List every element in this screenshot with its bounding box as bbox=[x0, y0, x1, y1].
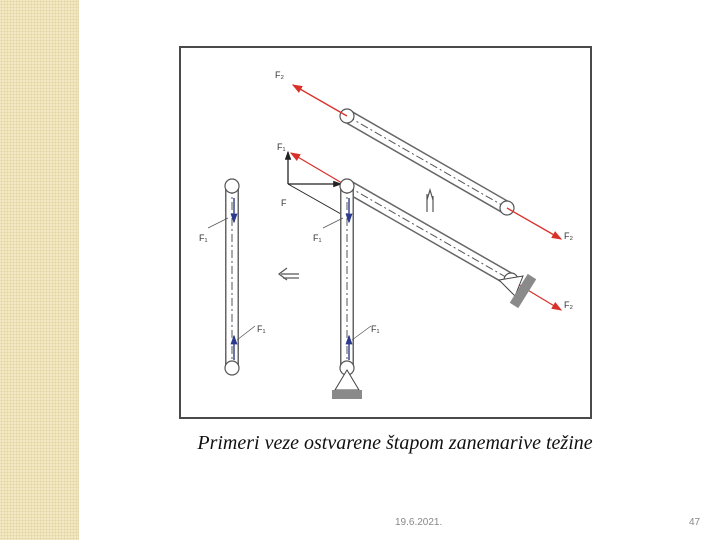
label-f-res: F bbox=[281, 198, 287, 208]
leader-f1-low-mid bbox=[352, 326, 371, 340]
label-fz-right: F₂ bbox=[564, 300, 573, 310]
figure-caption: Primeri veze ostvarene štapom zanemarive težine bbox=[197, 432, 593, 454]
force-f1-red-line bbox=[291, 153, 347, 186]
footer-page-number: 47 bbox=[689, 517, 701, 528]
label-f1-low-left: F₁ bbox=[257, 324, 266, 334]
force-diagonal-ref bbox=[288, 184, 341, 214]
force-f2-line bbox=[293, 85, 347, 116]
label-f2-top: F₂ bbox=[275, 70, 284, 80]
label-f1-top: F₁ bbox=[277, 142, 286, 152]
leader-f1-low-left bbox=[237, 326, 255, 340]
force-f2-prime-line bbox=[507, 208, 561, 239]
label-f1-left: F₁ bbox=[199, 233, 208, 243]
wall-support bbox=[499, 274, 536, 308]
hollow-arrow-left bbox=[279, 268, 299, 280]
footer-date: 19.6.2021. bbox=[395, 517, 443, 528]
left-vertical-rod bbox=[225, 179, 239, 375]
ground-support bbox=[332, 370, 362, 399]
middle-vertical-rod bbox=[340, 179, 354, 375]
label-f2-right: F₂ bbox=[564, 231, 573, 241]
label-f1-mid: F₁ bbox=[313, 233, 322, 243]
rod-diagram-frame bbox=[179, 46, 592, 419]
label-f1-low-mid: F₁ bbox=[371, 324, 380, 334]
hollow-arrow-up bbox=[427, 190, 433, 212]
decorative-side-strip bbox=[0, 0, 79, 540]
rod-diagram bbox=[181, 48, 594, 421]
